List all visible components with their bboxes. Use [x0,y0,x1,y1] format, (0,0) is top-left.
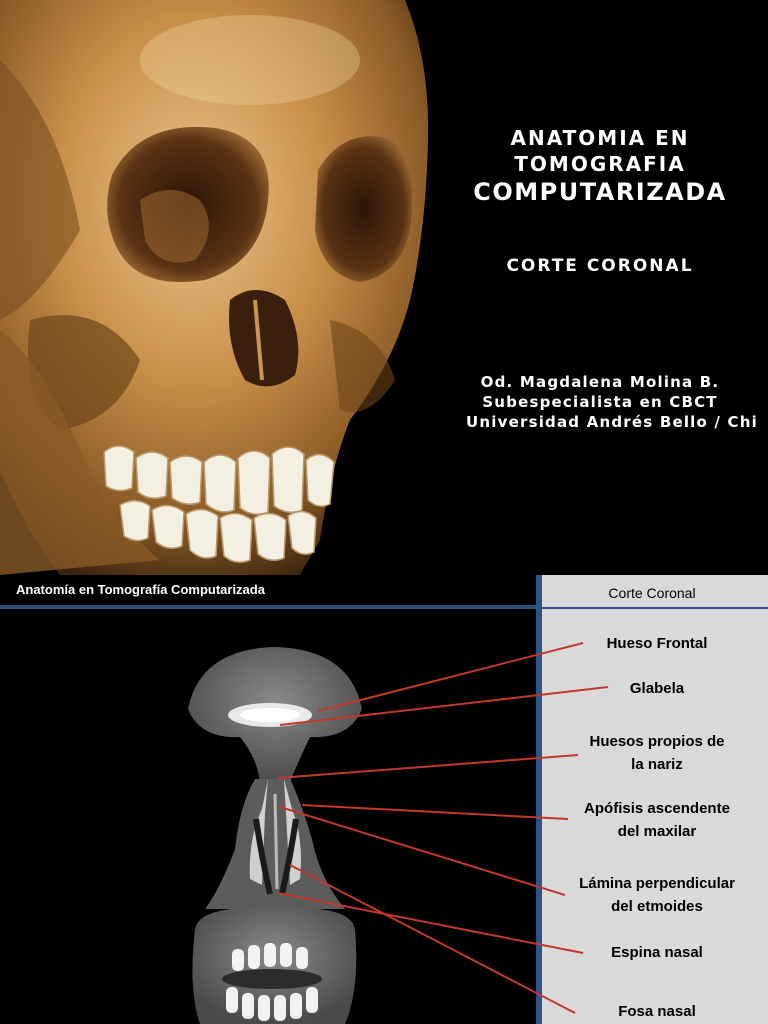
leader-line-espina-nasal [278,893,583,953]
slide-subtitle: CORTE CORONAL [506,256,694,276]
header-title: Anatomía en Tomografía Computarizada [16,582,265,597]
title-line-1: ANATOMIA EN [510,126,690,150]
label-fosa-nasal: Fosa nasal [618,1003,696,1020]
leader-lines [0,575,768,1024]
label-espina-nasal: Espina nasal [611,944,703,961]
legend-tab-label: Corte Coronal [608,585,696,601]
leader-line-hueso-frontal [318,643,583,711]
leader-line-glabela [280,687,608,725]
leader-line-huesos-propios [278,755,578,778]
label-line: del etmoides [611,898,703,915]
label-line: del maxilar [617,823,697,840]
anatomy-slide [0,575,768,1024]
title-line-2: TOMOGRAFIA [514,152,686,176]
skull-illustration [0,0,440,575]
label-glabela: Glabela [629,680,685,697]
title-line-3: COMPUTARIZADA [473,178,727,206]
author-name: Od. Magdalena Molina B. [480,373,720,391]
author-specialty: Subespecialista en CBCT [482,393,718,411]
label-line: Apófisis ascendente [584,800,730,817]
label-hueso-frontal: Hueso Frontal [606,635,708,652]
label-line: Huesos propios de [589,733,725,750]
leader-line-apofisis [302,805,568,819]
label-line: la nariz [631,756,683,773]
label-line: Lámina perpendicular [579,875,735,892]
author-institution: Universidad Andrés Bello / Chi [466,413,758,431]
leader-line-fosa-nasal [290,865,575,1013]
